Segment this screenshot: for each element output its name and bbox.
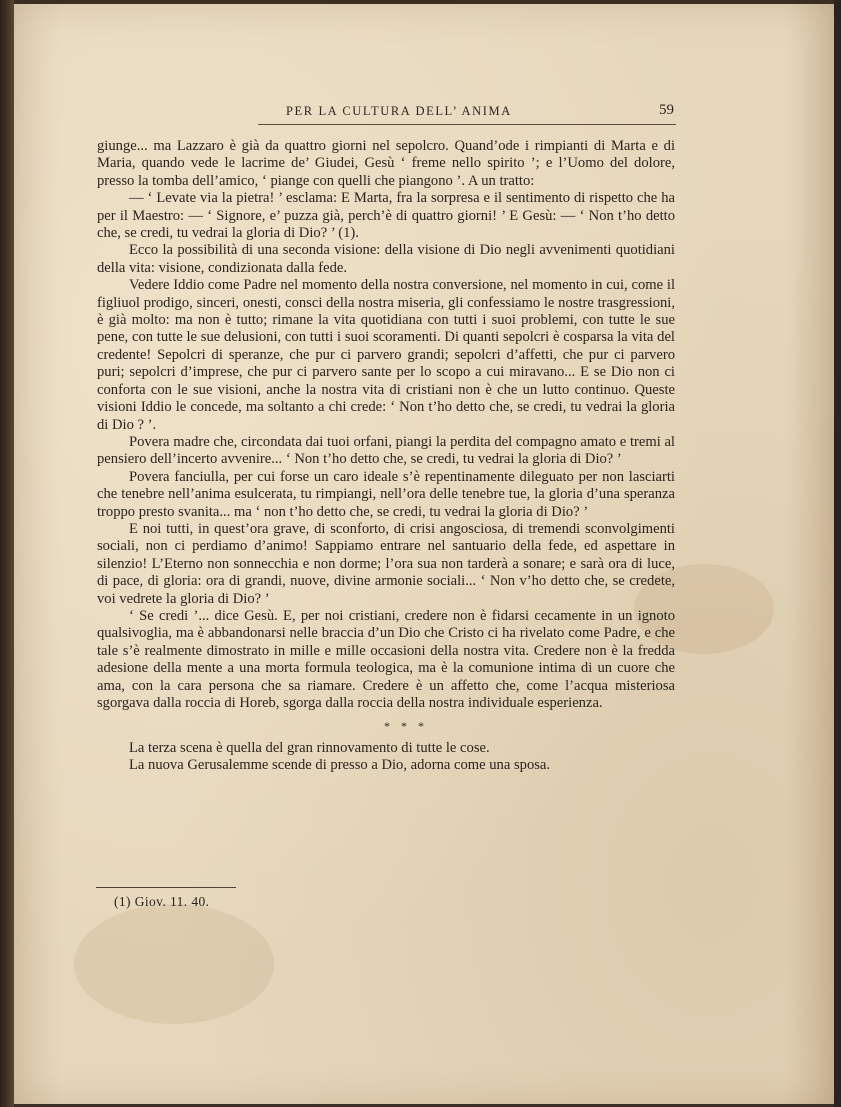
paragraph: Povera madre che, circondata dai tuoi orfani, piangi la perdita del compagno amato e tremi al pensiero dell’incerto avvenire... ‘ Non t’ho detto che, se credi, tu vedrai la gloria di Dio? ’ — [97, 433, 675, 468]
paper-stain — [74, 904, 274, 1024]
book-spine-shadow — [0, 0, 14, 1107]
paragraph: giunge... ma Lazzaro è già da quattro giorni nel sepolcro. Quand’ode i rimpianti di Marta e di Maria, quando vede le lacrime de’ Giudei, Gesù ‘ freme nello spirito ’; e l’Uomo del dolore, presso la tomba dell’amico, ‘ piange con quelli che piangono ’. A un tratto: — [97, 138, 675, 189]
paragraph: La nuova Gerusalemme scende di presso a Dio, adorna come una sposa. — [129, 757, 551, 774]
paragraph: — ‘ Levate via la pietra! ’ esclama: E Marta, fra la sorpresa e il sentimento di rispetto che ha per il Maestro: — ‘ Signore, e’ puzza già, perch’è di quattro giorni! ’ E Gesù: — ‘ Non t’ho detto che, se credi, tu vedrai la gloria di Dio? ’ (1). — [97, 190, 675, 242]
running-title: PER LA CULTURA DELL’ ANIMA — [286, 104, 512, 118]
page-edge-shadow — [834, 0, 841, 1107]
paragraph: Vedere Iddio come Padre nel momento della nostra conversione, nel momento in cui, come il figliuol prodigo, sinceri, onesti, consci della nostra miseria, gli confessiamo le nostre trasgressioni, è già molto: ma non è tutto; rimane la vita quotidiana con tutti i suoi problemi, con tutte le sue pene, con tutte le sue delusioni, con tutti i suoi scoramenti. Di quanti sepolcri è cosparsa la vita del credente! Sepolcri di speranze, che pur ci parvero grandi; sepolcri d’affetti, che pur ci parvero puri; sepolcri d’imprese, che pur ci parvero sante per lo scopo a cui miravano... E se Dio non ci conforta con le sue visioni, anche la nostra vita di cristiani non è che un lutto continuo. Queste visioni Iddio le concede, ma soltanto a chi crede: ‘ Non t’ho detto che, se credi, tu vedrai la gloria di Dio ? ’. — [97, 277, 675, 433]
paragraph: E noi tutti, in quest’ora grave, di sconforto, di crisi angosciosa, di tremendi sconvolgimenti sociali, non ci perdiamo d’animo! Sappiamo entrare nel santuario della fede, ed aspettare in silenzio! L’Eterno non sonnecchia e non dorme; l’ora sua non tarderà a sonare; e sarà ora di luce, di pace, di gloria: ora di grandi, nuove, divine armonie sociali... ‘ Non v’ho detto che, se credete, voi vedrete la gloria di Dio? ’ — [97, 520, 675, 607]
body-text — [97, 138, 675, 775]
footnote: (1) Giov. 11. 40. — [114, 894, 210, 909]
footnote-rule — [96, 887, 236, 888]
running-header — [96, 104, 676, 126]
header-rule — [258, 124, 676, 125]
paragraph: La terza scena è quella del gran rinnovamento di tutte le cose. — [129, 739, 490, 756]
paragraph: Povera fanciulla, per cui forse un caro ideale s’è repentinamente dileguato per non lasciarti che tenebre nell’anima esulcerata, tu rimpiangi, nell’ora delle tenebre tue, la gloria d’una speranza troppo presto svanita... ma ‘ non t’ho detto che, se credi, tu vedrai la gloria di Dio? ’ — [97, 468, 675, 520]
page-number: 59 — [659, 102, 674, 118]
section-separator: * * * — [384, 719, 428, 734]
paragraph: Ecco la possibilità di una seconda visione: della visione di Dio negli avvenimenti quotidiani della vita: visione, condizionata dalla fede. — [97, 242, 675, 276]
paragraph: ‘ Se credi ’... dice Gesù. E, per noi cristiani, credere non è fidarsi cecamente in un ignoto qualsivoglia, ma è abbandonarsi nelle braccia d’un Dio che Cristo ci ha rivelato come Padre, e che tale s’è realmente dimostrato in mille e mille occasioni della nostra vita. Credere non è la fredda adesione della mente a una morta formula teologica, ma è la comunione intima di un cuore che ama, con la cara persona che sa riamare. Credere è un affetto che, come l’acqua misteriosa sgorgava dalla roccia di Horeb, sgorga dalla roccia della nostra individuale esperienza. — [97, 607, 675, 711]
